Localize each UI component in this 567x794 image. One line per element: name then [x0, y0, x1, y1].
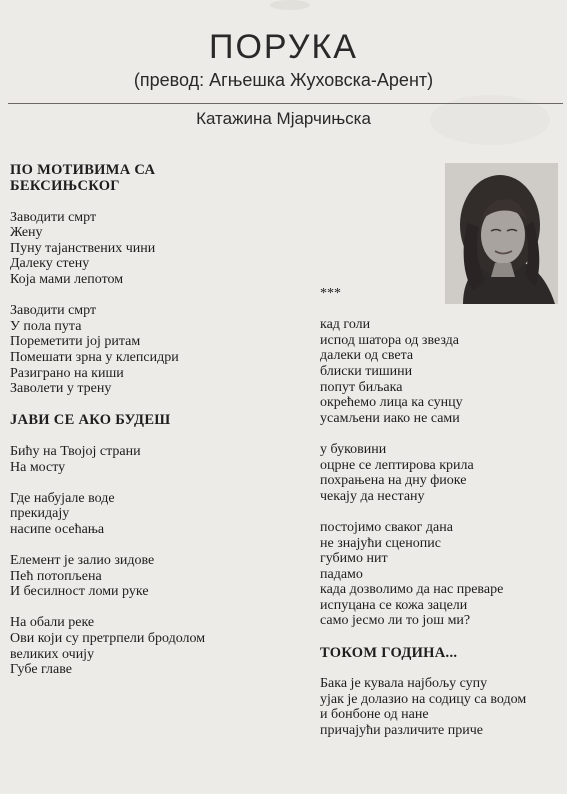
poem-heading: ЈАВИ СЕ АКО БУДЕШ — [10, 412, 171, 429]
poem-line: чекају да нестану — [320, 488, 425, 504]
author-photo — [445, 163, 558, 304]
stanza-gap — [320, 629, 526, 645]
poem-line: Заводити смрт — [10, 303, 97, 319]
poem-line: блиски тишини — [320, 363, 413, 379]
poem-line: Елемент је залио зидове — [10, 553, 155, 569]
poem-line: Заводити смрт — [10, 209, 97, 225]
poem-line: попут биљака — [320, 379, 403, 395]
poem-heading: ТОКОМ ГОДИНА... — [320, 644, 458, 661]
poem-line: На обали реке — [10, 615, 95, 631]
poem-line: насипе осећања — [10, 521, 105, 537]
author-name: Катажина Мјарчињска — [196, 109, 371, 128]
poem-line: Далеку стену — [10, 256, 90, 272]
poem-line: причајући различите приче — [320, 723, 483, 739]
poem-line: окрећемо лица ка сунцу — [320, 395, 463, 411]
poem-line: Разиграно на киши — [10, 365, 124, 381]
poem-line: Пећ потопљена — [10, 568, 102, 584]
poem-line: падамо — [320, 566, 363, 582]
poem-line: испод шатора од звезда — [320, 332, 459, 348]
stanza-gap — [10, 537, 205, 553]
stanza-gap — [10, 288, 205, 304]
poem-line: У пола пута — [10, 318, 82, 334]
poem-line: кад голи — [320, 317, 371, 333]
stanza-gap — [10, 397, 205, 413]
poem-line: далеки од света — [320, 348, 414, 364]
poem-line: испуцана се кожа зацели — [320, 597, 468, 613]
poem-line: у буковини — [320, 441, 387, 457]
poem-line: постојимо сваког дана — [320, 519, 453, 535]
poem-line: и бонбоне од нане — [320, 707, 429, 723]
stanza-gap — [10, 475, 205, 491]
stanza-gap — [320, 661, 526, 677]
stanza-gap — [10, 428, 205, 444]
poem-line: Ови који су претрпели бродолом — [10, 631, 206, 647]
poem-line: *** — [320, 286, 341, 301]
poem-line: Која мами лепотом — [10, 271, 124, 287]
poem-heading: БЕКСИЊСКОГ — [10, 178, 120, 194]
left-poem-column — [10, 162, 205, 678]
page-title: ПОРУКА — [209, 28, 358, 66]
stanza-gap — [320, 426, 526, 442]
poem-line: губимо нит — [320, 551, 388, 567]
poem-line: ујак је долазио на содицу са водом — [320, 691, 527, 707]
stanza-gap — [10, 194, 205, 210]
poem-line: Жену — [10, 225, 43, 241]
poem-line: Бићу на Твојој страни — [10, 443, 141, 459]
portrait-image — [445, 163, 558, 304]
stanza-gap — [320, 504, 526, 520]
header-divider — [8, 103, 563, 104]
poem-line: Пуну тајанствених чини — [10, 240, 156, 256]
poem-line: Бака је кувала најбољу супу — [320, 676, 488, 692]
right-poem-column — [320, 286, 526, 739]
poem-line: Губе главе — [10, 662, 73, 678]
poem-line: не знајући сценопис — [320, 535, 441, 551]
poem-line: Где набујале воде — [10, 490, 115, 506]
poem-line: Помешати зрна у клепсидри — [10, 349, 179, 365]
poem-line: када дозволимо да нас преваре — [320, 582, 504, 598]
poem-line: усамљени иако не сами — [320, 410, 460, 426]
poem-line: И бесилност ломи руке — [10, 584, 149, 600]
poem-heading: ПО МОТИВИМА СА — [10, 162, 156, 178]
poem-line: На мосту — [10, 459, 66, 475]
poem-line: великих очију — [10, 646, 95, 662]
poem-line: оцрне се лептирова крила — [320, 457, 474, 473]
poem-line: похрањена на дну фиоке — [320, 473, 467, 489]
page-bleed-through — [270, 0, 310, 10]
poem-line: Пореметити јој ритам — [10, 334, 141, 350]
poem-line: само јесмо ли то још ми? — [320, 613, 471, 629]
translator-credit: (превод: Агњешка Жуховска-Арент) — [133, 70, 434, 90]
stanza-gap — [10, 600, 205, 616]
poem-line: прекидају — [10, 506, 70, 522]
poem-line: Заволети у трену — [10, 381, 112, 397]
